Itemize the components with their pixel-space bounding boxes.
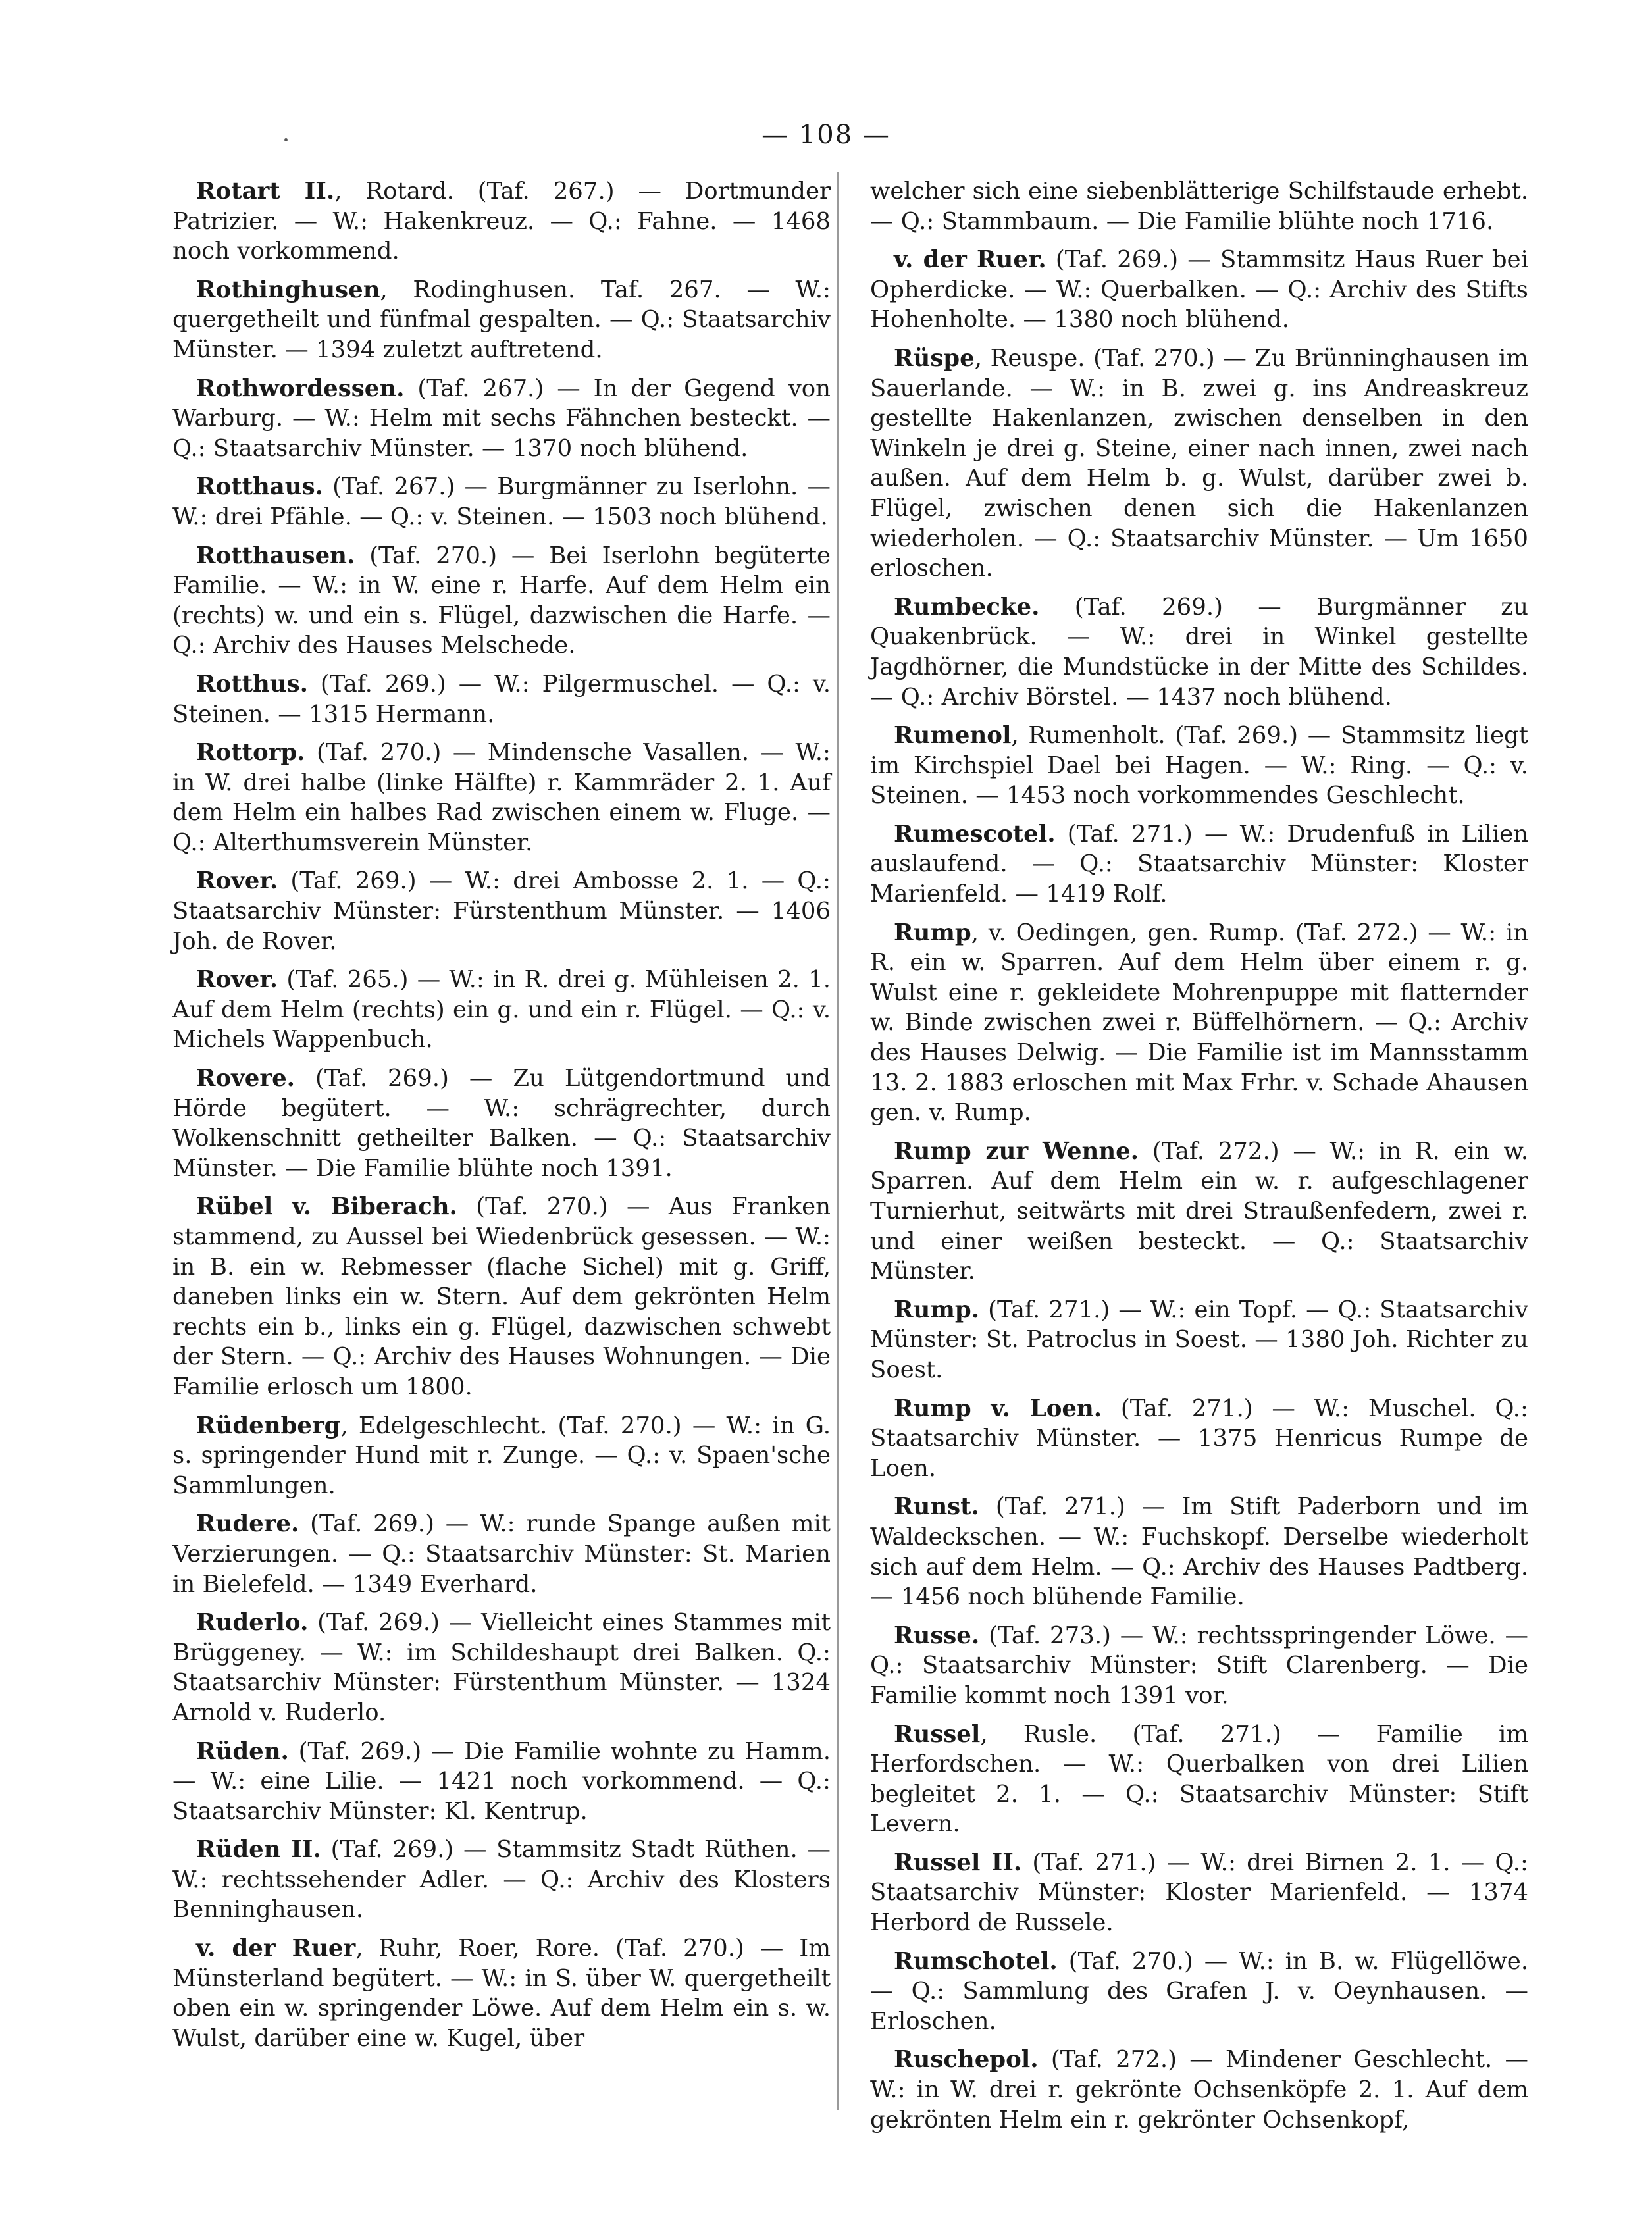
dictionary-entry [172, 965, 831, 1055]
dictionary-entry [172, 1192, 831, 1402]
entry-name: Rotthausen. [196, 542, 355, 569]
entry-text: welcher sich eine siebenblätterige Schilfstaude erhebt. — Q.: Stammbaum. — Die Familie blühte noch 1716. [870, 178, 1528, 235]
entry-text: (Taf. 272.) — Mindener Geschlecht. — W.: in W. drei r. gekrönte Ochsenköpfe 2. 1. Auf dem gekrönten Helm ein r. gekrönter Ochsenkopf, [870, 2046, 1528, 2134]
entry-name: Rump zur Wenne. [894, 1137, 1139, 1165]
entry-text: (Taf. 267.) — In der Gegend von Warburg. — W.: Helm mit sechs Fähnchen besteckt. — Q.: Staatsarchiv Münster. — 1370 noch blühend. [172, 374, 831, 462]
entry-name: v. der Ruer [196, 1935, 356, 1962]
entry-text: (Taf. 270.) — Aus Franken stammend, zu Aussel bei Wiedenbrück gesessen. — W.: in B. ein w. Rebmesser (flache Sichel) mit g. Griff, daneben links ein w. Stern. Auf dem gekrönten Helm rechts ein b., links ein g. Flügel, dazwischen schwebt der Stern. — Q.: Archiv des Hauses Wohnungen. — Die Familie erlosch um 1800. [172, 1193, 831, 1400]
dictionary-entry [172, 1509, 831, 1599]
entry-text: (Taf. 271.) — W.: Drudenfuß in Lilien auslaufend. — Q.: Staatsarchiv Münster: Kloster Marienfeld. — 1419 Rolf. [870, 820, 1528, 908]
entry-text: (Taf. 271.) — W.: drei Birnen 2. 1. — Q.: Staatsarchiv Münster: Kloster Marienfeld. — 1374 Herbord de Russele. [870, 1849, 1528, 1937]
dictionary-entry [870, 1137, 1528, 1287]
entry-name: Rump [894, 919, 971, 946]
dictionary-entry [870, 592, 1528, 712]
entry-name: Rübel v. Biberach. [196, 1193, 457, 1221]
entry-text: , Edelgeschlecht. (Taf. 270.) — W.: in G. s. springender Hund mit r. Zunge. — Q.: v. Spaen'sche Sammlungen. [172, 1412, 831, 1499]
entry-text: , Rumenholt. (Taf. 269.) — Stammsitz liegt im Kirchspiel Dael bei Hagen. — W.: Ring. — Q.: v. Steinen. — 1453 noch vorkommendes Geschlecht. [870, 722, 1528, 809]
entry-text: (Taf. 269.) — W.: runde Spange außen mit Verzierungen. — Q.: Staatsarchiv Münster: St. Marien in Bielefeld. — 1349 Everhard. [172, 1510, 831, 1598]
entry-text: (Taf. 269.) — Zu Lütgendortmund und Hörde begütert. — W.: schrägrechter, durch Wolkenschnitt getheilter Balken. — Q.: Staatsarchiv Münster. — Die Familie blühte noch 1391. [172, 1065, 831, 1182]
entry-name: Rüden. [196, 1737, 289, 1765]
entry-name: Rumbecke. [894, 593, 1040, 621]
entry-text: (Taf. 273.) — W.: rechtsspringender Löwe. — Q.: Staatsarchiv Münster: Stift Clarenberg. — Die Familie kommt noch 1391 vor. [870, 1622, 1528, 1709]
entry-name: Rover. [196, 867, 278, 895]
entry-name: Rotthaus. [196, 473, 323, 501]
dictionary-entry [172, 1411, 831, 1501]
dictionary-entry [870, 1492, 1528, 1612]
dictionary-entry [870, 918, 1528, 1128]
entry-name: Rothwordessen. [196, 374, 405, 402]
entry-text: (Taf. 269.) — W.: drei Ambosse 2. 1. — Q.: Staatsarchiv Münster: Fürstenthum Münster. — 1406 Joh. de Rover. [172, 867, 831, 955]
entry-name: Rotart II. [196, 178, 335, 205]
dictionary-entry [870, 819, 1528, 909]
dictionary-entry [870, 1394, 1528, 1484]
dictionary-entry [172, 541, 831, 661]
dictionary-entry [870, 2045, 1528, 2135]
dictionary-entry [172, 669, 831, 729]
entry-text: (Taf. 269.) — Burgmänner zu Quakenbrück. — W.: drei in Winkel gestellte Jagdhörner, die Mundstücke in der Mitte des Schildes. — Q.: Archiv Börstel. — 1437 noch blühend. [870, 593, 1528, 711]
entry-name: Rudere. [196, 1510, 299, 1538]
dictionary-entry [870, 1720, 1528, 1839]
entry-name: Rump. [894, 1296, 980, 1323]
dictionary-entry [172, 1737, 831, 1827]
entry-name: Rumschotel. [894, 1947, 1058, 1975]
entry-text: , Rodinghusen. Taf. 267. — W.: quergetheilt und fünfmal gespalten. — Q.: Staatsarchiv Münster. — 1394 zuletzt auftretend. [172, 276, 831, 363]
entry-text: (Taf. 270.) — W.: in B. w. Flügellöwe. — Q.: Sammlung des Grafen J. v. Oeynhausen. — Erloschen. [870, 1947, 1528, 2035]
entry-text: (Taf. 271.) — W.: Muschel. Q.: Staatsarchiv Münster. — 1375 Henricus Rumpe de Loen. [870, 1394, 1528, 1482]
dictionary-entry [172, 1933, 831, 2053]
entry-name: v. der Ruer. [894, 246, 1046, 274]
page-number: — 108 — [761, 120, 891, 150]
dictionary-entry [172, 738, 831, 857]
dictionary-entry [870, 1947, 1528, 2037]
dictionary-entry [870, 721, 1528, 811]
entry-name: Rüden II. [196, 1836, 321, 1864]
entry-name: Rover. [196, 966, 278, 994]
entry-text: , Ruhr, Roer, Rore. (Taf. 270.) — Im Münsterland begütert. — W.: in S. über W. quergetheilt oben ein w. springender Löwe. Auf dem Helm ein s. w. Wulst, darüber eine w. Kugel, über [172, 1935, 831, 2052]
entry-text: , Rotard. (Taf. 267.) — Dortmunder Patrizier. — W.: Hakenkreuz. — Q.: Fahne. — 1468 noch vorkommend. [172, 178, 831, 265]
dictionary-entry [172, 275, 831, 365]
dictionary-entry [172, 1063, 831, 1183]
entry-name: Russel II. [894, 1849, 1022, 1876]
left-column [172, 176, 831, 2062]
entry-text: (Taf. 270.) — Bei Iserlohn begüterte Familie. — W.: in W. eine r. Harfe. Auf dem Helm ein (rechts) w. und ein s. Flügel, dazwischen die Harfe. — Q.: Archiv des Hauses Melschede. [172, 542, 831, 659]
entry-text: (Taf. 269.) — Die Familie wohnte zu Hamm. — W.: eine Lilie. — 1421 noch vorkommend. — Q.: Staatsarchiv Münster: Kl. Kentrup. [172, 1737, 831, 1825]
entry-name: Rump v. Loen. [894, 1394, 1102, 1422]
entry-text: (Taf. 265.) — W.: in R. drei g. Mühleisen 2. 1. Auf dem Helm (rechts) ein g. und ein r. Flügel. — Q.: v. Michels Wappenbuch. [172, 966, 831, 1054]
entry-name: Rovere. [196, 1065, 296, 1092]
entry-text: (Taf. 271.) — Im Stift Paderborn und im Waldeckschen. — W.: Fuchskopf. Derselbe wiederholt sich auf dem Helm. — Q.: Archiv des Hauses Padtberg. — 1456 noch blühende Familie. [870, 1493, 1528, 1611]
entry-name: Rumenol [894, 722, 1012, 750]
entry-name: Rüspe [894, 344, 975, 372]
dictionary-entry [172, 1835, 831, 1925]
entry-name: Rumescotel. [894, 820, 1056, 848]
entry-text: (Taf. 269.) — Stammsitz Stadt Rüthen. — W.: rechtssehender Adler. — Q.: Archiv des Klosters Benninghausen. [172, 1836, 831, 1924]
dictionary-entry [870, 245, 1528, 335]
right-column [870, 176, 1528, 2143]
entry-text: (Taf. 271.) — W.: ein Topf. — Q.: Staatsarchiv Münster: St. Patroclus in Soest. — 1380 Joh. Richter zu Soest. [870, 1296, 1528, 1383]
entry-name: Rothinghusen [196, 276, 380, 303]
dictionary-entry [870, 1621, 1528, 1711]
entry-name: Rüdenberg [196, 1412, 341, 1439]
entry-text: (Taf. 269.) — Stammsitz Haus Ruer bei Opherdicke. — W.: Querbalken. — Q.: Archiv des Stifts Hohenholte. — 1380 noch blühend. [870, 246, 1528, 334]
entry-text: , v. Oedingen, gen. Rump. (Taf. 272.) — W.: in R. ein w. Sparren. Auf dem Helm über einem r. g. Wulst eine r. gekleidete Mohrenpuppe mit flatternder w. Binde zwischen zwei r. Büffelhörnern. — Q.: Archiv des Hauses Delwig. — Die Familie ist im Mannsstamm 13. 2. 1883 erloschen mit Max Frhr. v. Schade Ahausen gen. v. Rump. [870, 919, 1528, 1127]
entry-name: Rotthus. [196, 670, 308, 698]
entry-name: Rottorp. [196, 739, 305, 767]
dictionary-entry [172, 176, 831, 267]
entry-text: (Taf. 270.) — Mindensche Vasallen. — W.: in W. drei halbe (linke Hälfte) r. Kammräder 2. 1. Auf dem Helm ein halbes Rad zwischen einem w. Fluge. — Q.: Alterthumsverein Münster. [172, 739, 831, 856]
entry-text: (Taf. 269.) — W.: Pilgermuschel. — Q.: v. Steinen. — 1315 Hermann. [172, 670, 831, 728]
dictionary-entry [172, 866, 831, 956]
dictionary-entry [870, 176, 1528, 236]
entry-name: Ruschepol. [894, 2046, 1039, 2074]
entry-name: Runst. [894, 1493, 979, 1521]
dictionary-entry [870, 344, 1528, 584]
entry-text: (Taf. 269.) — Vielleicht eines Stammes mit Brüggeney. — W.: im Schildeshaupt drei Balken. Q.: Staatsarchiv Münster: Fürstenthum Münster. — 1324 Arnold v. Ruderlo. [172, 1609, 831, 1726]
entry-text: , Reuspe. (Taf. 270.) — Zu Brünninghausen im Sauerlande. — W.: in B. zwei g. ins Andreaskreuz gestellte Hakenlanzen, zwischen denselben in den Winkeln je drei g. Steine, einer nach innen, zwei nach außen. Auf dem Helm b. g. Wulst, darüber zwei b. Flügel, zwischen denen sich die Hakenlanzen wiederholen. — Q.: Staatsarchiv Münster. — Um 1650 erloschen. [870, 344, 1528, 582]
entry-name: Ruderlo. [196, 1609, 309, 1637]
column-divider [837, 172, 839, 2110]
dictionary-entry [870, 1295, 1528, 1385]
entry-name: Russe. [894, 1622, 980, 1649]
dictionary-entry [172, 374, 831, 464]
print-speck [284, 138, 288, 141]
entry-name: Russel [894, 1720, 981, 1748]
dictionary-entry [172, 472, 831, 532]
dictionary-entry [870, 1848, 1528, 1938]
dictionary-entry [172, 1608, 831, 1727]
entry-text: (Taf. 272.) — W.: in R. ein w. Sparren. Auf dem Helm ein w. r. aufgeschlagener Turnierhut, seitwärts mit drei Straußenfedern, zwei r. und einer weißen besteckt. — Q.: Staatsarchiv Münster. [870, 1137, 1528, 1285]
entry-text: , Rusle. (Taf. 271.) — Familie im Herfordschen. — W.: Querbalken von drei Lilien begleitet 2. 1. — Q.: Staatsarchiv Münster: Stift Levern. [870, 1720, 1528, 1838]
entry-text: (Taf. 267.) — Burgmänner zu Iserlohn. — W.: drei Pfähle. — Q.: v. Steinen. — 1503 noch blühend. [172, 473, 831, 530]
